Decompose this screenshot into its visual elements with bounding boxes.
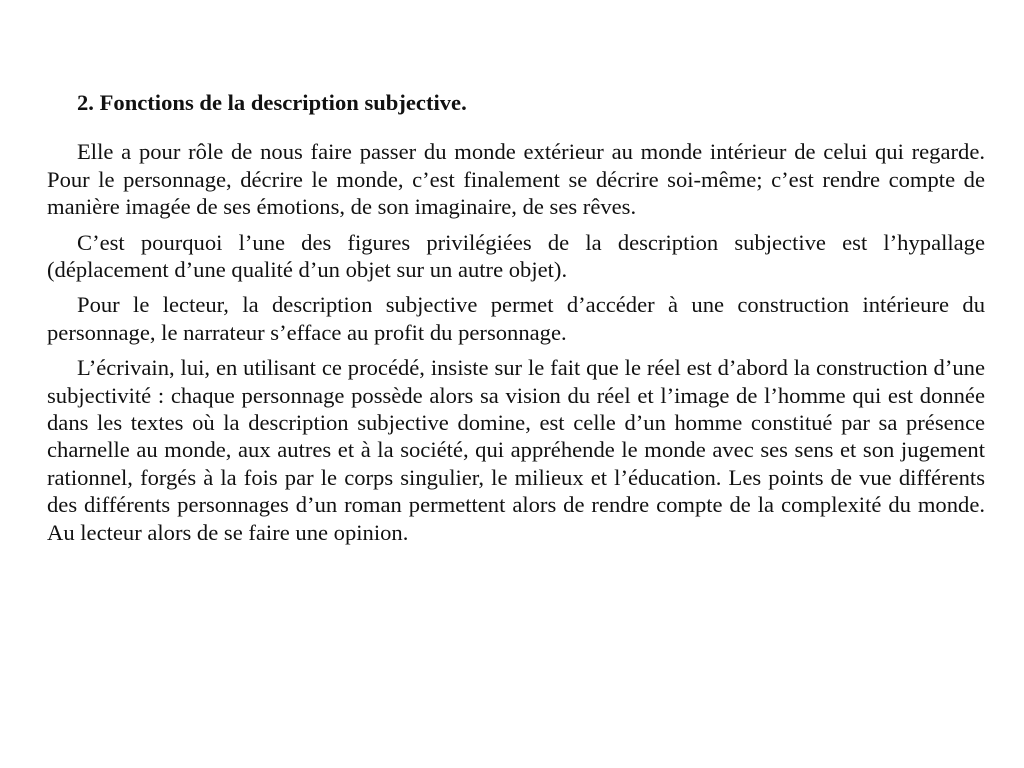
paragraph-4: L’écrivain, lui, en utilisant ce procédé, insiste sur le fait que le réel est d’abord la construction d’une subjectivité : chaque personnage possède alors sa vision du réel et l’image de l’homme qui est donnée dans les textes où la description subjective domine, est celle d’un homme constitué par sa présence charnelle au monde, aux autres et à la société, qui appréhende le monde avec ses sens et son jugement rationnel, forgés à la fois par le corps singulier, le milieux et l’éducation. Les points de vue différents des différents personnages d’un roman permettent alors de rendre compte de la complexité du monde. Au lecteur alors de se faire une opinion. [47, 355, 985, 545]
paragraph-1: Elle a pour rôle de nous faire passer du monde extérieur au monde intérieur de celui qui regarde. Pour le personnage, décrire le monde, c’est finalement se décrire soi-même; c’est rendre compte de manière imagée de ses émotions, de son imaginaire, de ses rêves. [47, 139, 985, 220]
paragraph-2: C’est pourquoi l’une des figures privilégiées de la description subjective est l’hypallage (déplacement d’une qualité d’un objet sur un autre objet). [47, 229, 985, 283]
document-page [47, 89, 985, 554]
paragraph-3: Pour le lecteur, la description subjective permet d’accéder à une construction intérieure du personnage, le narrateur s’efface au profit du personnage. [47, 292, 985, 345]
section-heading: 2. Fonctions de la description subjective. [77, 90, 467, 115]
